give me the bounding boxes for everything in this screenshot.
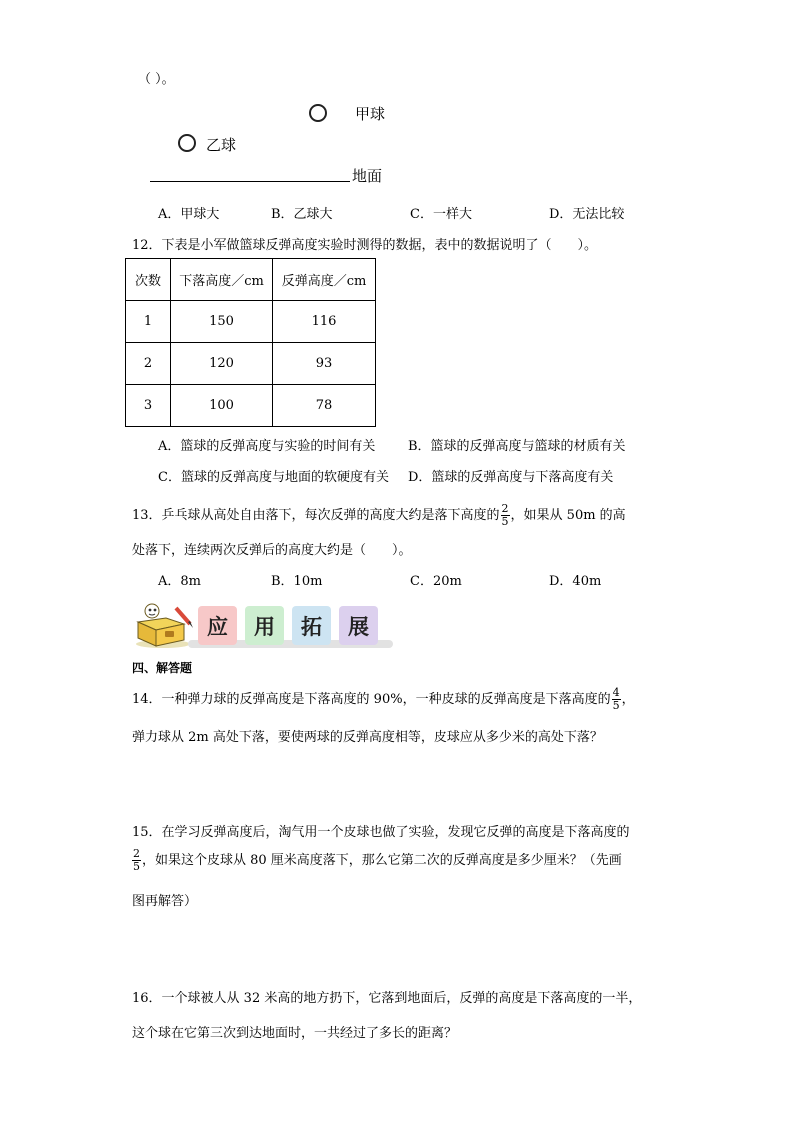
q15-line3: 图再解答） [132,894,198,909]
q11-option-a[interactable]: A．甲球大 [158,207,220,222]
q12-option-c[interactable]: C．篮球的反弹高度与地面的软硬度有关 [158,470,389,485]
fraction-numerator: 2 [501,502,509,515]
table-cell: 150 [171,301,273,343]
q14-line1 [132,687,635,712]
q14-line2: 弹力球从 2m 高处下落，要使两球的反弹高度相等，皮球应从多少米的高处下落？ [132,730,603,745]
toolbox-mascot-icon [132,600,194,650]
q13-line1 [132,503,626,528]
q12-stem: 12．下表是小军做篮球反弹高度实验时测得的数据，表中的数据说明了（ ）。 [132,238,598,253]
q13-option-d[interactable]: D．40m [549,574,602,589]
q13-text-post: ，如果从 50m 的高 [510,508,626,523]
fraction-denominator: 5 [133,860,140,873]
q12-option-b[interactable]: B．篮球的反弹高度与篮球的材质有关 [408,439,626,454]
q12-option-a[interactable]: A．篮球的反弹高度与实验的时间有关 [158,439,376,454]
table-header-cell: 下落高度／cm [171,259,273,301]
fraction-denominator: 5 [612,699,620,712]
q11-option-b[interactable]: B．乙球大 [271,207,333,222]
table-row [126,343,376,385]
q16-line1: 16．一个球被人从 32 米高的地方扔下，它落到地面后，反弹的高度是下落高度的一半， [132,991,642,1006]
table-cell: 116 [273,301,376,343]
table-cell: 1 [126,301,171,343]
table-header-cell: 次数 [126,259,171,301]
q13-option-b[interactable]: B．10m [271,574,323,589]
q11-option-c[interactable]: C．一样大 [410,207,472,222]
ball-b-label: 乙球 [206,136,237,154]
table-cell: 100 [171,385,273,427]
q14-text-pre: 14．一种弹力球的反弹高度是下落高度的 90%，一种皮球的反弹高度是下落高度的 [132,692,611,707]
fraction-numerator: 4 [612,686,620,699]
q15-line1: 15．在学习反弹高度后，淘气用一个皮球也做了实验，发现它反弹的高度是下落高度的 [132,825,630,840]
q13-text-pre: 13．乒乓球从高处自由落下，每次反弹的高度大约是落下高度的 [132,508,500,523]
table-cell: 120 [171,343,273,385]
answer-paren: （ ）。 [138,72,175,87]
q13-fraction [501,503,510,528]
q15-fraction [132,848,141,873]
q11-option-d[interactable]: D．无法比较 [549,207,625,222]
ball-a-circle [309,104,327,122]
table-row [126,385,376,427]
ball-a-label: 甲球 [355,105,386,123]
table-row [126,301,376,343]
section-heading: 四、解答题 [132,661,193,675]
q15-text-post: ，如果这个皮球从 80 厘米高度落下，那么它第二次的反弹高度是多少厘米？（先画 [142,853,622,868]
table-cell: 3 [126,385,171,427]
table-header-cell: 反弹高度／cm [273,259,376,301]
ball-b-circle [178,134,196,152]
q12-option-d[interactable]: D．篮球的反弹高度与下落高度有关 [408,470,614,485]
fraction-numerator: 2 [133,847,140,860]
q13-line2: 处落下，连续两次反弹后的高度大约是（ ）。 [132,543,412,558]
q14-text-post: ， [621,692,635,707]
q15-line2 [132,848,622,873]
data-table [125,258,376,427]
table-cell: 78 [273,385,376,427]
table-header-row [126,259,376,301]
banner-tile-2: 用 [245,606,284,645]
ground-line [150,181,350,182]
banner-tile-3: 拓 [292,606,331,645]
table-cell: 2 [126,343,171,385]
q16-line2: 这个球在它第三次到达地面时，一共经过了多长的距离？ [132,1026,458,1041]
table-cell: 93 [273,343,376,385]
q13-option-a[interactable]: A．8m [158,574,201,589]
q14-fraction [612,687,621,712]
banner-tile-4: 展 [339,606,378,645]
fraction-denominator: 5 [501,515,509,528]
q13-option-c[interactable]: C．20m [410,574,462,589]
ground-label: 地面 [352,167,383,185]
banner-tile-1: 应 [198,606,237,645]
